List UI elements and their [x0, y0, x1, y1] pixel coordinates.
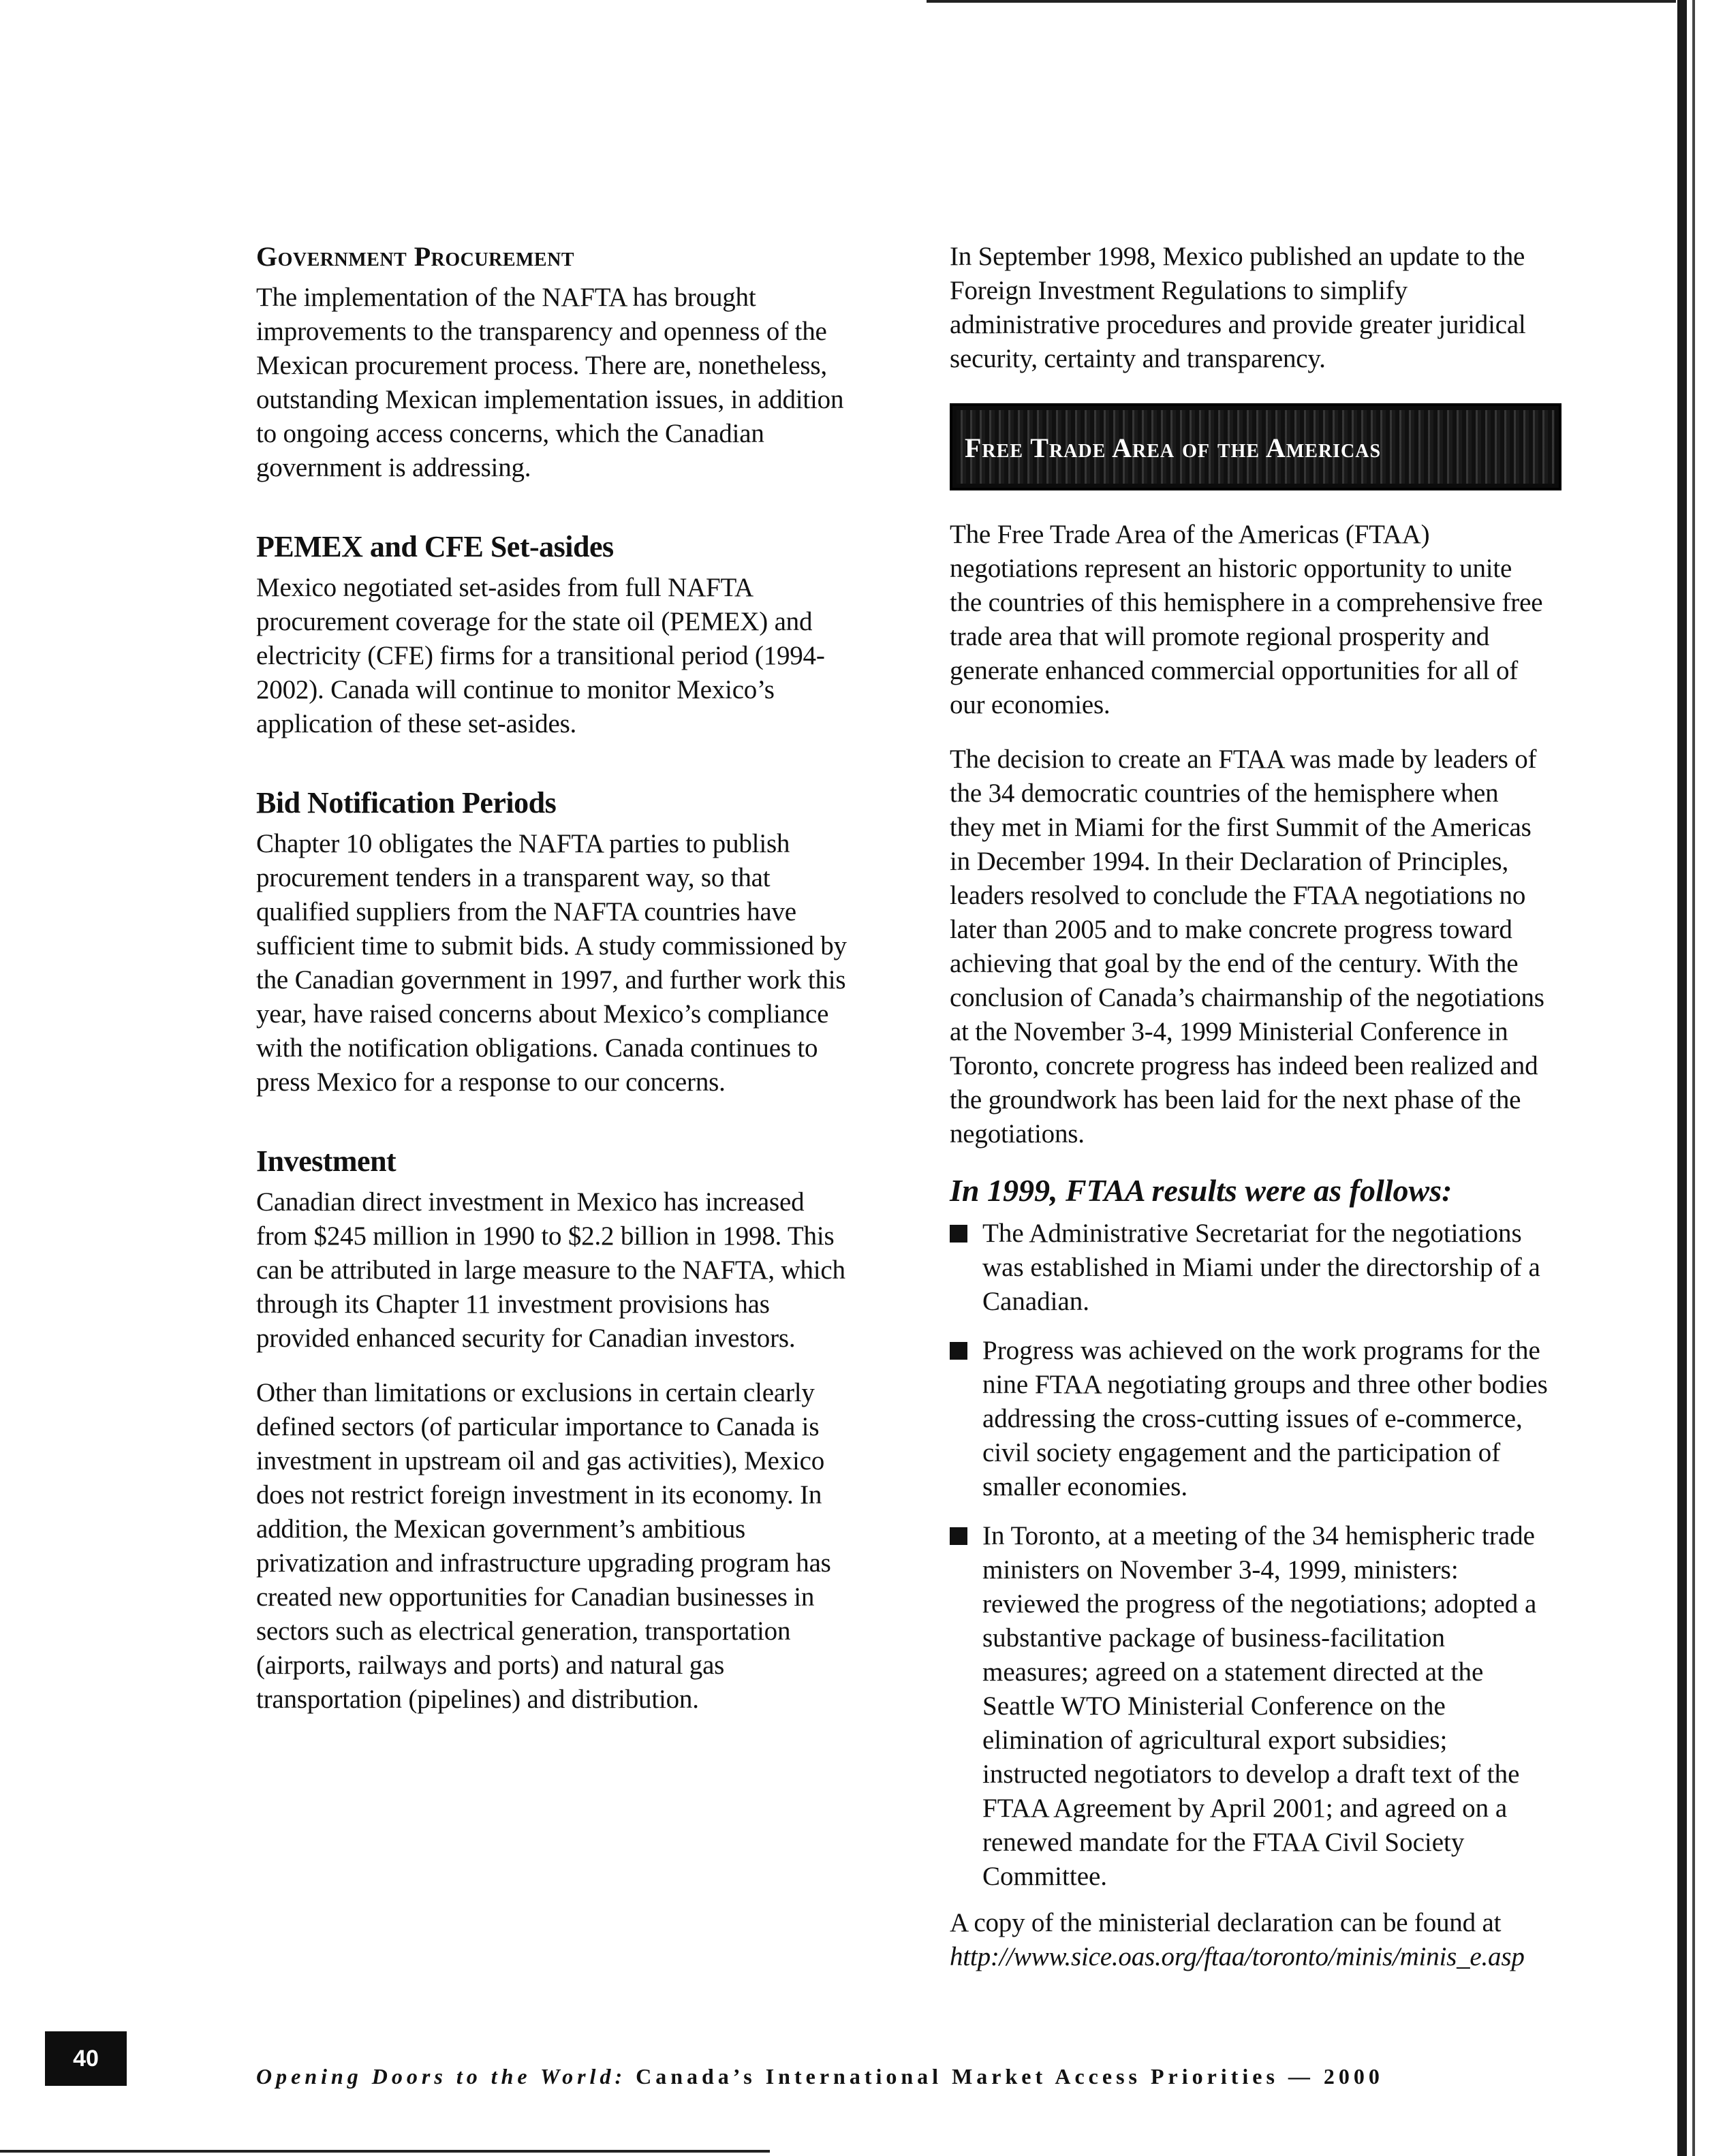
investment-text-2: Other than limitations or exclusions in certain clearly defined sectors (of particular importance to Canada is investment in upstream oil and gas activities), Mexico does not restrict foreign investment in its economy. In addition, the Mexican government’s ambitious privatization and infrastructure upgrading program has created new opportunities for Canadian businesses in sectors such as electrical generation, transportation (airports, railways and ports) and natural gas transportation (pipelines) and distribution. — [256, 1378, 831, 1714]
investment-heading: Investment — [256, 1144, 397, 1178]
investment-text-1: Canadian direct investment in Mexico has increased from $245 million in 1990 to $2.2 billion in 1998. This can be attributed in large measure to the NAFTA, which through its Chapter 11 investment provisions has provided enhanced security for Canadian investors. — [256, 1187, 845, 1353]
closing-paragraph — [950, 1906, 1549, 1974]
page-number: 40 — [45, 2031, 127, 2086]
ftaa-results-list — [950, 1217, 1549, 1894]
declaration-link[interactable]: http://www.sice.oas.org/ftaa/toronto/minis/minis_e.asp — [950, 1942, 1525, 1971]
footer-title — [256, 2064, 1384, 2089]
square-bullet-icon — [950, 1527, 967, 1545]
right-column — [950, 240, 1549, 1995]
bullet-text: The Administrative Secretariat for the negotiations was established in Miami under the directorship of a Canadian. — [982, 1219, 1540, 1316]
ftaa-paragraph-2: The decision to create an FTAA was made by leaders of the 34 democratic countries of the hemisphere when they met in Miami for the first Summit of the Americas in December 1994. In their Declaration of Principles, leaders resolved to conclude the FTAA negotiations no later than 2005 and to make concrete progress toward achieving that goal by the end of the century. With the conclusion of Canada’s chairmanship of the negotiations at the November 3-4, 1999 Ministerial Conference in Toronto, concrete progress has indeed been realized and the groundwork has been laid for the next phase of the negotiations. — [950, 745, 1544, 1149]
ftaa-paragraph-1: The Free Trade Area of the Americas (FTAA) negotiations represent an historic opportunity to unite the countries of this hemisphere in a comprehensive free trade area that will promote regional prosperity and generate enhanced commercial opportunities for all of our economies. — [950, 520, 1543, 719]
ftaa-results-heading: In 1999, FTAA results were as follows: — [950, 1173, 1452, 1208]
square-bullet-icon — [950, 1225, 967, 1243]
footer-title-italic: Opening Doors to the World: — [256, 2064, 627, 2089]
square-bullet-icon — [950, 1342, 967, 1360]
bid-notification-text: Chapter 10 obligates the NAFTA parties to publish procurement tenders in a transparent way, so that qualified suppliers from the NAFTA countries have sufficient time to submit bids. A study commissioned by the Canadian government in 1997, and further work this year, have raised concerns about Mexico’s compliance with the notification obligations. Canada continues to press Mexico for a response to our concerns. — [256, 829, 847, 1097]
list-item — [950, 1519, 1549, 1894]
bid-notification-heading: Bid Notification Periods — [256, 786, 557, 819]
top-rule — [927, 0, 1676, 3]
pemex-text: Mexico negotiated set-asides from full NAFTA procurement coverage for the state oil (PEMEX) and electricity (CFE) firms for a transitional period (1994-2002). Canada will continue to monitor Mexico’s application of these set-asides. — [256, 573, 825, 738]
closing-text: A copy of the ministerial declaration can be found at — [950, 1908, 1502, 1937]
government-procurement-heading: Government Procurement — [256, 241, 575, 272]
ftaa-banner — [950, 403, 1561, 490]
ftaa-banner-title: Free Trade Area of the Americas — [965, 433, 1382, 463]
scan-edge — [1677, 0, 1687, 2156]
scan-edge-inner — [1692, 0, 1695, 2156]
bullet-text: Progress was achieved on the work programs for the nine FTAA negotiating groups and three other bodies addressing the cross-cutting issues of e-commerce, civil society engagement and the participation of smaller economies. — [982, 1336, 1548, 1501]
bullet-text: In Toronto, at a meeting of the 34 hemispheric trade ministers on November 3-4, 1999, ministers: reviewed the progress of the negotiations; adopted a substantive package of business-facilitation measures; agreed on a statement directed at the Seattle WTO Ministerial Conference on the elimination of agricultural export subsidies; instructed negotiators to develop a draft text of the FTAA Agreement by April 2001; and agreed on a renewed mandate for the FTAA Civil Society Committee. — [982, 1521, 1537, 1891]
footer-title-rest: Canada’s International Market Access Priorities — 2000 — [636, 2064, 1384, 2089]
bottom-rule — [0, 2150, 770, 2153]
pemex-heading: PEMEX and CFE Set-asides — [256, 530, 614, 563]
left-column — [256, 240, 856, 1737]
government-procurement-text: The implementation of the NAFTA has brought improvements to the transparency and openness of the Mexican procurement process. There are, nonetheless, outstanding Mexican implementation issues, in addition to ongoing access concerns, which the Canadian government is addressing. — [256, 283, 844, 482]
list-item — [950, 1334, 1549, 1504]
list-item — [950, 1217, 1549, 1319]
investment-update-text: In September 1998, Mexico published an update to the Foreign Investment Regulations to simplify administrative procedures and provide greater juridical security, certainty and transparency. — [950, 242, 1526, 373]
